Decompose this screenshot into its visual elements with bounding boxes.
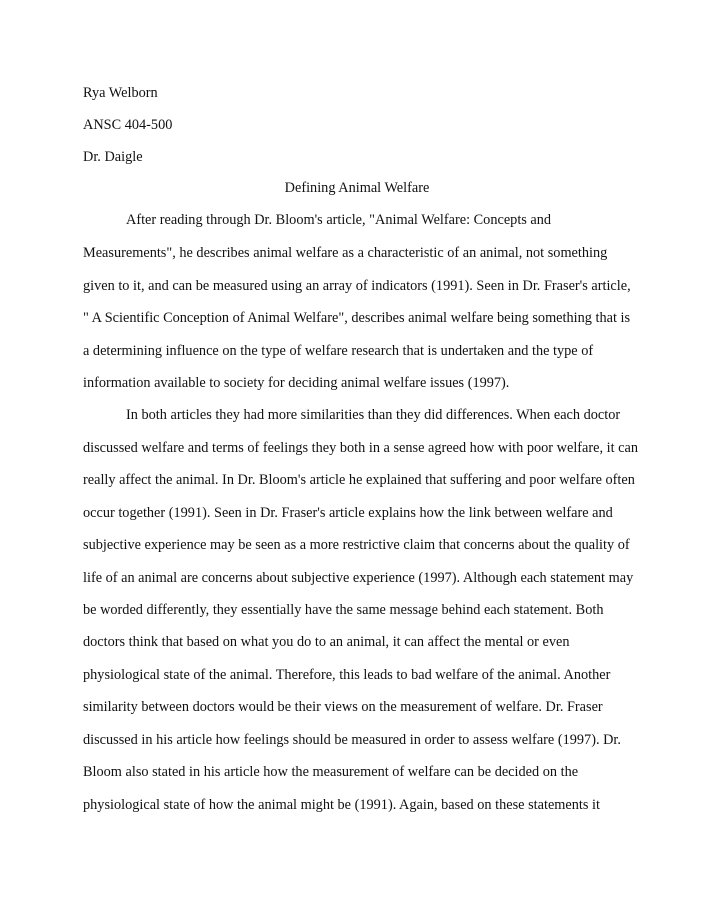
paragraph-2-line-6: life of an animal are concerns about subjective experience (1997). Although each statement may	[83, 570, 634, 586]
paragraph-2-line-9: physiological state of the animal. Therefore, this leads to bad welfare of the animal. Another	[83, 667, 611, 683]
paragraph-2-line-7: be worded differently, they essentially have the same message behind each statement. Both	[83, 602, 604, 618]
paragraph-2-line-2: discussed welfare and terms of feelings they both in a sense agreed how with poor welfare, it can	[83, 440, 639, 456]
course-code: ANSC 404-500	[83, 117, 173, 133]
paragraph-1-line-1: After reading through Dr. Bloom's article, "Animal Welfare: Concepts and	[126, 212, 552, 228]
document-title: Defining Animal Welfare	[284, 180, 430, 196]
author-name: Rya Welborn	[83, 85, 158, 101]
paragraph-2-line-12: Bloom also stated in his article how the measurement of welfare can be decided on the	[83, 764, 579, 780]
paragraph-1-line-4: " A Scientific Conception of Animal Welfare", describes animal welfare being something that is	[83, 310, 631, 326]
paragraph-2-line-4: occur together (1991). Seen in Dr. Fraser's article explains how the link between welfare and	[83, 505, 613, 521]
paragraph-2-line-1: In both articles they had more similarities than they did differences. When each doctor	[126, 407, 621, 423]
paragraph-2-line-3: really affect the animal. In Dr. Bloom's article he explained that suffering and poor welfare often	[83, 472, 635, 488]
paragraph-2-line-13: physiological state of how the animal might be (1991). Again, based on these statements it	[83, 797, 600, 813]
paragraph-1-line-5: a determining influence on the type of welfare research that is undertaken and the type of	[83, 343, 594, 359]
paragraph-2-line-8: doctors think that based on what you do to an animal, it can affect the mental or even	[83, 634, 570, 650]
paragraph-2-line-5: subjective experience may be seen as a more restrictive claim that concerns about the quality of	[83, 537, 630, 553]
paragraph-1-line-3: given to it, and can be measured using an array of indicators (1991). Seen in Dr. Fraser's article,	[83, 278, 631, 294]
paragraph-1-line-2: Measurements", he describes animal welfare as a characteristic of an animal, not something	[83, 245, 608, 261]
instructor-name: Dr. Daigle	[83, 149, 143, 165]
paragraph-1-line-6: information available to society for deciding animal welfare issues (1997).	[83, 375, 510, 391]
paragraph-2-line-10: similarity between doctors would be their views on the measurement of welfare. Dr. Fraser	[83, 699, 603, 715]
paragraph-2-line-11: discussed in his article how feelings should be measured in order to assess welfare (1997). Dr.	[83, 732, 621, 748]
